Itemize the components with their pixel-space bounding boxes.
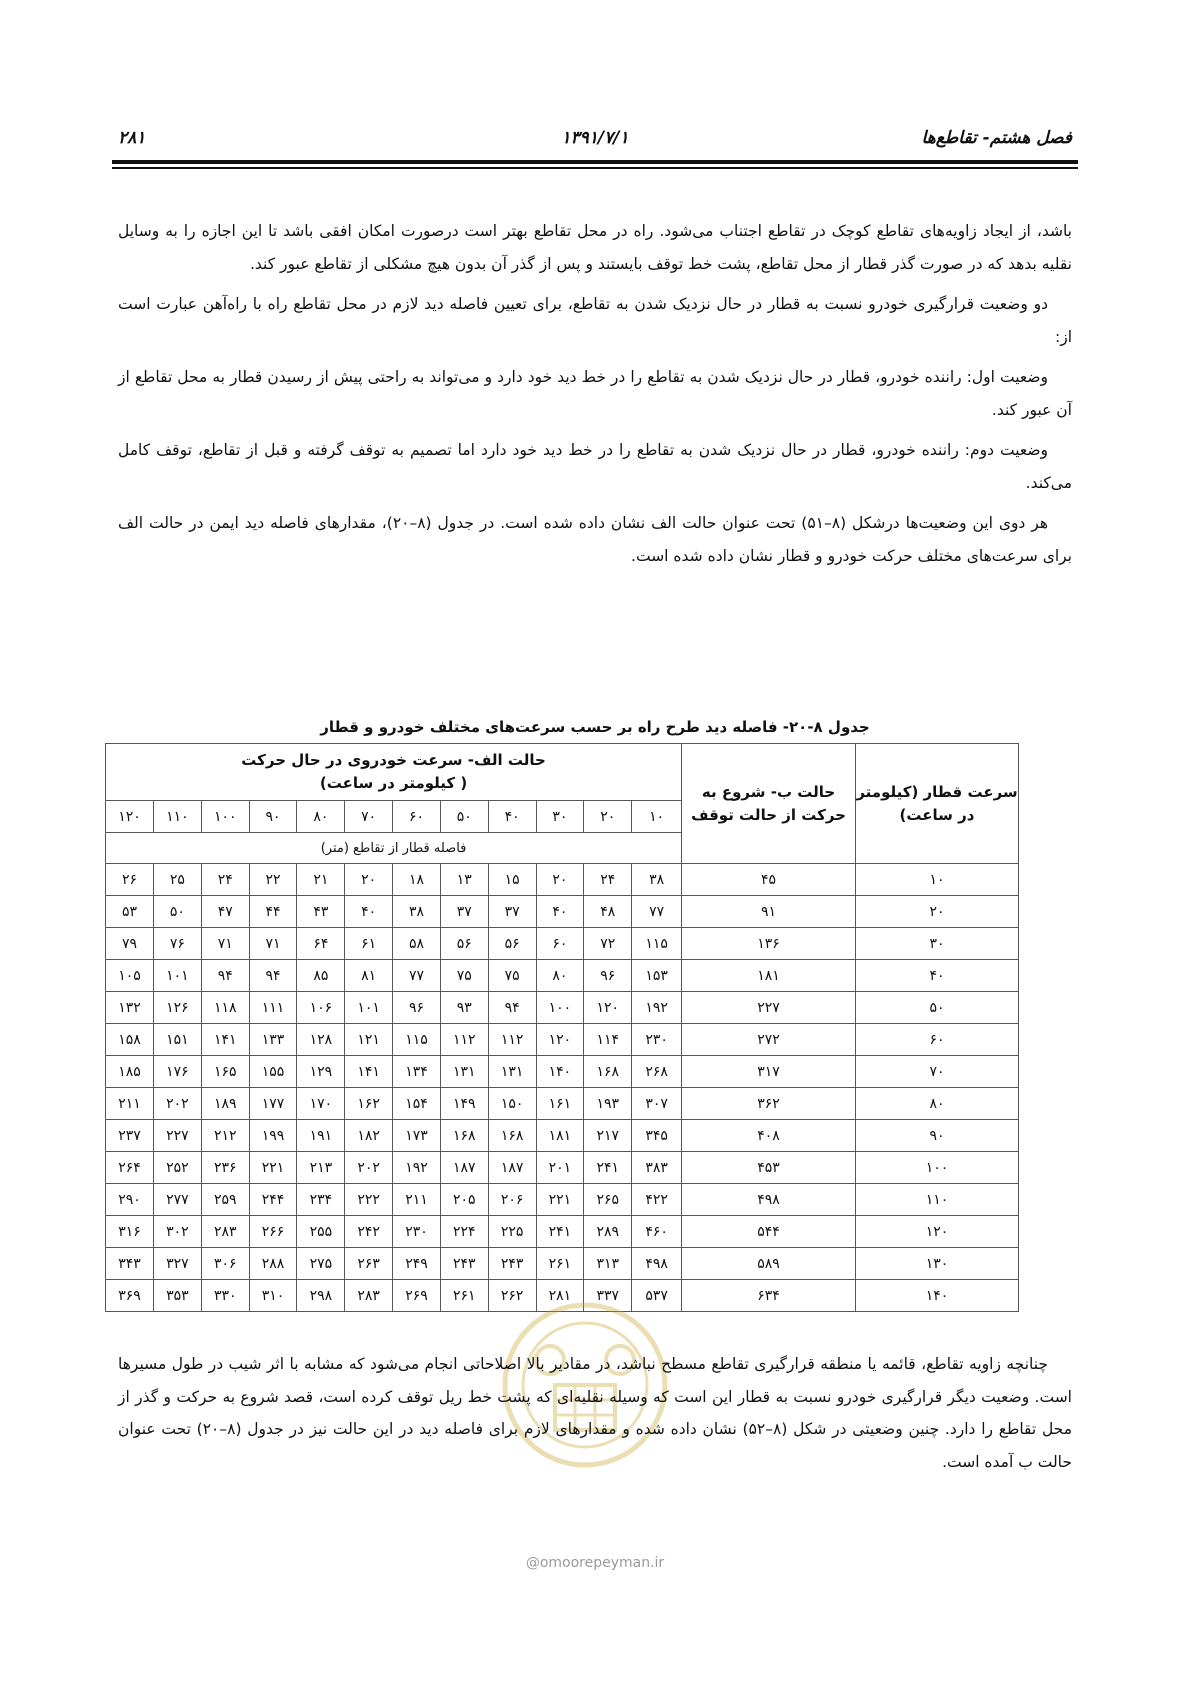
case-a-cell: ۲۱۷ bbox=[584, 1120, 632, 1152]
case-b-cell: ۱۸۱ bbox=[682, 960, 856, 992]
case-a-cell: ۷۷ bbox=[393, 960, 441, 992]
case-a-cell: ۲۳۶ bbox=[201, 1152, 249, 1184]
case-a-cell: ۲۱۲ bbox=[201, 1120, 249, 1152]
train-speed-cell: ۸۰ bbox=[855, 1088, 1018, 1120]
paragraph: چنانچه زاویه تقاطع، قائمه یا منطقه قرارگیری تقاطع مسطح نباشد، در مقادیر بالا اصلاحاتی انجام می‌شود که مشابه با اثر شیب در طول مسیرها است. وضعیت دیگر قرارگیری خودرو نسبت به قطار این است که وسیله نقلیه‌ای که پشت خط ریل توقف کرده است، قصد شروع به حرکت و گذر از محل تقاطع را دارد. چنین وضعیتی در شکل (۸–۵۲) نشان داده شده و مقدارهای لازم برای فاصله دید در این حالت نیز در جدول (۸–۲۰) تحت عنوان حالت ب آمده است. bbox=[118, 1355, 1072, 1471]
case-a-cell: ۱۷۷ bbox=[249, 1088, 297, 1120]
case-a-cell: ۱۱۴ bbox=[584, 1024, 632, 1056]
table-row bbox=[106, 864, 1019, 896]
case-a-cell: ۷۶ bbox=[154, 928, 202, 960]
case-a-cell: ۷۱ bbox=[249, 928, 297, 960]
case-a-cell: ۱۵ bbox=[488, 864, 536, 896]
table-caption: جدول ۸-۲۰- فاصله دید طرح راه بر حسب سرعت‌های مختلف خودرو و قطار bbox=[320, 718, 870, 736]
case-a-cell: ۹۴ bbox=[249, 960, 297, 992]
case-b-cell: ۴۹۸ bbox=[682, 1184, 856, 1216]
vehicle-speed-cell: ۷۰ bbox=[345, 801, 393, 833]
case-b-cell: ۵۴۴ bbox=[682, 1216, 856, 1248]
case-a-cell: ۱۲۰ bbox=[536, 1024, 584, 1056]
case-a-cell: ۲۲۵ bbox=[488, 1216, 536, 1248]
case-a-cell: ۲۹۰ bbox=[106, 1184, 154, 1216]
case-a-cell: ۲۰۵ bbox=[440, 1184, 488, 1216]
vehicle-speed-cell: ۸۰ bbox=[297, 801, 345, 833]
case-a-cell: ۳۳۰ bbox=[201, 1280, 249, 1312]
train-speed-cell: ۱۲۰ bbox=[855, 1216, 1018, 1248]
case-a-cell: ۷۲ bbox=[584, 928, 632, 960]
case-a-cell: ۸۱ bbox=[345, 960, 393, 992]
case-a-cell: ۲۷۷ bbox=[154, 1184, 202, 1216]
case-b-cell: ۴۵ bbox=[682, 864, 856, 896]
case-a-cell: ۴۳ bbox=[297, 896, 345, 928]
case-a-cell: ۱۸۷ bbox=[488, 1152, 536, 1184]
case-a-cell: ۲۵۲ bbox=[154, 1152, 202, 1184]
case-a-cell: ۲۳۰ bbox=[393, 1216, 441, 1248]
case-a-cell: ۲۶۹ bbox=[393, 1280, 441, 1312]
case-a-cell: ۱۰۱ bbox=[345, 992, 393, 1024]
table-row bbox=[106, 960, 1019, 992]
case-a-cell: ۱۱۵ bbox=[632, 928, 682, 960]
case-a-cell: ۱۴۱ bbox=[201, 1024, 249, 1056]
case-b-cell: ۲۷۲ bbox=[682, 1024, 856, 1056]
train-speed-cell: ۱۰۰ bbox=[855, 1152, 1018, 1184]
header-rule-thick bbox=[112, 160, 1078, 164]
case-a-cell: ۲۴ bbox=[201, 864, 249, 896]
case-a-cell: ۵۸ bbox=[393, 928, 441, 960]
case-a-cell: ۶۰ bbox=[536, 928, 584, 960]
table-row bbox=[106, 1088, 1019, 1120]
case-a-cell: ۶۴ bbox=[297, 928, 345, 960]
case-b-cell: ۴۰۸ bbox=[682, 1120, 856, 1152]
case-a-cell: ۲۰ bbox=[536, 864, 584, 896]
case-a-cell: ۴۲۲ bbox=[632, 1184, 682, 1216]
case-a-cell: ۱۶۸ bbox=[440, 1120, 488, 1152]
case-a-cell: ۲۴ bbox=[584, 864, 632, 896]
table-row bbox=[106, 1056, 1019, 1088]
case-a-cell: ۲۶۱ bbox=[536, 1248, 584, 1280]
case-a-cell: ۳۸ bbox=[632, 864, 682, 896]
distance-label: فاصله قطار از تقاطع (متر) bbox=[106, 833, 682, 864]
case-a-cell: ۱۳۱ bbox=[440, 1056, 488, 1088]
sight-distance-table bbox=[105, 743, 1019, 1312]
case-a-cell: ۲۶۴ bbox=[106, 1152, 154, 1184]
case-a-cell: ۱۳۴ bbox=[393, 1056, 441, 1088]
case-b-cell: ۶۳۴ bbox=[682, 1280, 856, 1312]
closing-text bbox=[118, 1348, 1072, 1478]
case-a-cell: ۵۰ bbox=[154, 896, 202, 928]
case-a-cell: ۹۶ bbox=[393, 992, 441, 1024]
case-a-cell: ۱۵۱ bbox=[154, 1024, 202, 1056]
case-a-cell: ۸۵ bbox=[297, 960, 345, 992]
table-row bbox=[106, 1248, 1019, 1280]
case-a-header: حالت الف- سرعت خودروی در حال حرکت ( کیلومتر در ساعت) bbox=[106, 744, 682, 801]
case-a-cell: ۱۵۰ bbox=[488, 1088, 536, 1120]
case-a-cell: ۴۸ bbox=[584, 896, 632, 928]
case-a-cell: ۲۸۳ bbox=[345, 1280, 393, 1312]
case-a-cell: ۲۰۲ bbox=[154, 1088, 202, 1120]
case-a-cell: ۲۲۴ bbox=[440, 1216, 488, 1248]
case-a-cell: ۱۱۸ bbox=[201, 992, 249, 1024]
case-a-cell: ۱۰۱ bbox=[154, 960, 202, 992]
train-speed-cell: ۷۰ bbox=[855, 1056, 1018, 1088]
case-a-cell: ۲۶ bbox=[106, 864, 154, 896]
case-b-cell: ۱۳۶ bbox=[682, 928, 856, 960]
case-a-cell: ۱۹۳ bbox=[584, 1088, 632, 1120]
case-a-cell: ۲۶۶ bbox=[249, 1216, 297, 1248]
case-b-cell: ۵۸۹ bbox=[682, 1248, 856, 1280]
case-a-cell: ۳۸۳ bbox=[632, 1152, 682, 1184]
paragraph: وضعیت دوم: راننده خودرو، قطار در حال نزدیک شدن به تقاطع را در خط دید خود دارد اما تصمیم به توقف گرفته و قبل از تقاطع، توقف کامل می‌کند. bbox=[118, 441, 1072, 492]
case-a-cell: ۲۸۸ bbox=[249, 1248, 297, 1280]
case-a-cell: ۱۶۱ bbox=[536, 1088, 584, 1120]
header-date: ۱۳۹۱/۷/۱ bbox=[561, 128, 629, 148]
vehicle-speed-cell: ۱۰ bbox=[632, 801, 682, 833]
case-a-cell: ۳۱۰ bbox=[249, 1280, 297, 1312]
case-a-cell: ۲۱ bbox=[297, 864, 345, 896]
case-a-cell: ۱۸۲ bbox=[345, 1120, 393, 1152]
case-a-cell: ۲۶۳ bbox=[345, 1248, 393, 1280]
case-a-cell: ۲۴۳ bbox=[440, 1248, 488, 1280]
case-a-cell: ۲۴۹ bbox=[393, 1248, 441, 1280]
case-a-cell: ۲۲ bbox=[249, 864, 297, 896]
case-a-cell: ۱۶۸ bbox=[488, 1120, 536, 1152]
train-speed-cell: ۳۰ bbox=[855, 928, 1018, 960]
vehicle-speed-cell: ۵۰ bbox=[440, 801, 488, 833]
train-speed-cell: ۶۰ bbox=[855, 1024, 1018, 1056]
case-a-cell: ۵۳۷ bbox=[632, 1280, 682, 1312]
case-a-cell: ۲۱۱ bbox=[393, 1184, 441, 1216]
case-a-cell: ۳۰۷ bbox=[632, 1088, 682, 1120]
case-a-cell: ۱۵۳ bbox=[632, 960, 682, 992]
case-a-cell: ۴۶۰ bbox=[632, 1216, 682, 1248]
case-b-cell: ۳۱۷ bbox=[682, 1056, 856, 1088]
train-speed-cell: ۲۰ bbox=[855, 896, 1018, 928]
case-a-cell: ۲۳۴ bbox=[297, 1184, 345, 1216]
case-a-cell: ۱۳۱ bbox=[488, 1056, 536, 1088]
case-a-cell: ۲۶۵ bbox=[584, 1184, 632, 1216]
case-a-cell: ۲۵۹ bbox=[201, 1184, 249, 1216]
case-a-cell: ۲۴۲ bbox=[345, 1216, 393, 1248]
case-a-cell: ۴۰ bbox=[536, 896, 584, 928]
case-a-cell: ۷۵ bbox=[488, 960, 536, 992]
table-row bbox=[106, 896, 1019, 928]
case-a-cell: ۲۴۳ bbox=[488, 1248, 536, 1280]
case-a-cell: ۴۴ bbox=[249, 896, 297, 928]
case-a-cell: ۲۰۱ bbox=[536, 1152, 584, 1184]
train-speed-cell: ۱۴۰ bbox=[855, 1280, 1018, 1312]
page-number: ۲۸۱ bbox=[118, 128, 146, 148]
train-speed-header: سرعت قطار (کیلومتر در ساعت) bbox=[855, 744, 1018, 864]
case-a-cell: ۲۲۱ bbox=[536, 1184, 584, 1216]
case-a-cell: ۱۲۰ bbox=[584, 992, 632, 1024]
case-a-cell: ۳۰۲ bbox=[154, 1216, 202, 1248]
case-a-cell: ۲۸۱ bbox=[536, 1280, 584, 1312]
case-a-cell: ۳۰۶ bbox=[201, 1248, 249, 1280]
case-a-cell: ۲۱۱ bbox=[106, 1088, 154, 1120]
case-a-cell: ۱۲۱ bbox=[345, 1024, 393, 1056]
case-a-cell: ۳۶۹ bbox=[106, 1280, 154, 1312]
vehicle-speed-cell: ۹۰ bbox=[249, 801, 297, 833]
case-a-cell: ۵۶ bbox=[440, 928, 488, 960]
case-a-cell: ۱۴۰ bbox=[536, 1056, 584, 1088]
case-a-cell: ۲۶۱ bbox=[440, 1280, 488, 1312]
table-row bbox=[106, 1024, 1019, 1056]
case-a-cell: ۲۰۲ bbox=[345, 1152, 393, 1184]
case-a-cell: ۱۸۷ bbox=[440, 1152, 488, 1184]
case-a-cell: ۲۵ bbox=[154, 864, 202, 896]
case-a-cell: ۱۲۸ bbox=[297, 1024, 345, 1056]
case-a-cell: ۳۸ bbox=[393, 896, 441, 928]
table-row bbox=[106, 1152, 1019, 1184]
case-a-cell: ۲۸۹ bbox=[584, 1216, 632, 1248]
case-b-cell: ۲۲۷ bbox=[682, 992, 856, 1024]
case-a-cell: ۱۳۲ bbox=[106, 992, 154, 1024]
case-a-cell: ۱۰۵ bbox=[106, 960, 154, 992]
case-a-cell: ۱۴۹ bbox=[440, 1088, 488, 1120]
watermark-url: @omoorepeyman.ir bbox=[525, 1555, 665, 1571]
case-a-cell: ۳۲۷ bbox=[154, 1248, 202, 1280]
case-a-cell: ۹۳ bbox=[440, 992, 488, 1024]
case-a-cell: ۳۱۳ bbox=[584, 1248, 632, 1280]
case-a-cell: ۷۹ bbox=[106, 928, 154, 960]
case-a-cell: ۱۲۶ bbox=[154, 992, 202, 1024]
case-a-cell: ۱۶۲ bbox=[345, 1088, 393, 1120]
case-a-cell: ۵۳ bbox=[106, 896, 154, 928]
case-a-cell: ۹۴ bbox=[201, 960, 249, 992]
case-a-cell: ۹۶ bbox=[584, 960, 632, 992]
body-text bbox=[118, 215, 1072, 580]
case-a-cell: ۱۴۱ bbox=[345, 1056, 393, 1088]
case-a-cell: ۷۵ bbox=[440, 960, 488, 992]
case-a-cell: ۲۴۴ bbox=[249, 1184, 297, 1216]
train-speed-cell: ۱۳۰ bbox=[855, 1248, 1018, 1280]
table-row bbox=[106, 992, 1019, 1024]
case-a-cell: ۲۷۵ bbox=[297, 1248, 345, 1280]
case-a-cell: ۱۷۶ bbox=[154, 1056, 202, 1088]
case-a-cell: ۱۵۸ bbox=[106, 1024, 154, 1056]
case-a-cell: ۴۰ bbox=[345, 896, 393, 928]
case-a-cell: ۱۵۴ bbox=[393, 1088, 441, 1120]
case-a-cell: ۲۶۸ bbox=[632, 1056, 682, 1088]
case-a-cell: ۱۹۲ bbox=[632, 992, 682, 1024]
case-a-cell: ۱۰۰ bbox=[536, 992, 584, 1024]
case-a-cell: ۲۲۲ bbox=[345, 1184, 393, 1216]
table-row bbox=[106, 1184, 1019, 1216]
paragraph: باشد، از ایجاد زاویه‌های تقاطع کوچک در تقاطع اجتناب می‌شود. راه در محل تقاطع بهتر است درصورت امکان افقی باشد تا این اجازه را به وسایل نقلیه بدهد که در صورت گذر قطار از محل تقاطع، پشت خط توقف بایستند و پس از گذر آن بدون هیچ مشکلی از تقاطع عبور کند. bbox=[118, 222, 1072, 273]
case-a-cell: ۳۴۵ bbox=[632, 1120, 682, 1152]
chapter-title: فصل هشتم- تقاطع‌ها bbox=[921, 128, 1072, 148]
case-a-cell: ۲۶۲ bbox=[488, 1280, 536, 1312]
train-speed-cell: ۴۰ bbox=[855, 960, 1018, 992]
case-a-cell: ۱۳۳ bbox=[249, 1024, 297, 1056]
case-a-cell: ۳۴۳ bbox=[106, 1248, 154, 1280]
paragraph: دو وضعیت قرارگیری خودرو نسبت به قطار در حال نزدیک شدن به تقاطع، برای تعیین فاصله دید لازم در محل تقاطع راه با راه‌آهن عبارت است از: bbox=[118, 295, 1072, 346]
case-a-cell: ۱۱۲ bbox=[488, 1024, 536, 1056]
case-a-cell: ۱۹۱ bbox=[297, 1120, 345, 1152]
paragraph: هر دوی این وضعیت‌ها درشکل (۸–۵۱) تحت عنوان حالت الف نشان داده شده است. در جدول (۸–۲۰)، مقدارهای فاصله دید ایمن در حالت الف برای سرعت‌های مختلف حرکت خودرو و قطار نشان داده شده است. bbox=[118, 514, 1072, 565]
case-b-cell: ۴۵۳ bbox=[682, 1152, 856, 1184]
vehicle-speed-cell: ۱۰۰ bbox=[201, 801, 249, 833]
table-row bbox=[106, 928, 1019, 960]
case-a-cell: ۲۴۱ bbox=[584, 1152, 632, 1184]
case-b-cell: ۹۱ bbox=[682, 896, 856, 928]
case-a-cell: ۴۷ bbox=[201, 896, 249, 928]
vehicle-speed-cell: ۲۰ bbox=[584, 801, 632, 833]
vehicle-speed-cell: ۶۰ bbox=[393, 801, 441, 833]
case-a-cell: ۱۷۳ bbox=[393, 1120, 441, 1152]
case-a-cell: ۷۱ bbox=[201, 928, 249, 960]
case-a-cell: ۴۹۸ bbox=[632, 1248, 682, 1280]
page-header bbox=[118, 128, 1072, 154]
case-a-cell: ۶۱ bbox=[345, 928, 393, 960]
case-a-cell: ۱۱۱ bbox=[249, 992, 297, 1024]
case-a-cell: ۱۸ bbox=[393, 864, 441, 896]
case-a-cell: ۳۱۶ bbox=[106, 1216, 154, 1248]
case-a-cell: ۲۴۱ bbox=[536, 1216, 584, 1248]
header-rule-thin bbox=[112, 167, 1078, 169]
case-a-cell: ۳۵۳ bbox=[154, 1280, 202, 1312]
case-a-cell: ۷۷ bbox=[632, 896, 682, 928]
case-a-cell: ۲۲۷ bbox=[154, 1120, 202, 1152]
case-a-cell: ۱۸۹ bbox=[201, 1088, 249, 1120]
train-speed-cell: ۹۰ bbox=[855, 1120, 1018, 1152]
case-a-cell: ۱۱۵ bbox=[393, 1024, 441, 1056]
case-a-cell: ۲۰ bbox=[345, 864, 393, 896]
train-speed-cell: ۵۰ bbox=[855, 992, 1018, 1024]
paragraph: وضعیت اول: راننده خودرو، قطار در حال نزدیک شدن به تقاطع را در خط دید خود دارد و می‌تواند به راحتی پیش از رسیدن قطار به محل تقاطع از آن عبور کند. bbox=[118, 368, 1072, 419]
case-a-cell: ۱۹۹ bbox=[249, 1120, 297, 1152]
train-speed-cell: ۱۰ bbox=[855, 864, 1018, 896]
case-a-cell: ۲۵۵ bbox=[297, 1216, 345, 1248]
table-row bbox=[106, 1216, 1019, 1248]
case-a-cell: ۱۵۵ bbox=[249, 1056, 297, 1088]
case-a-cell: ۱۳ bbox=[440, 864, 488, 896]
case-a-cell: ۲۳۷ bbox=[106, 1120, 154, 1152]
case-a-cell: ۲۰۶ bbox=[488, 1184, 536, 1216]
case-a-cell: ۹۴ bbox=[488, 992, 536, 1024]
case-a-cell: ۲۸۳ bbox=[201, 1216, 249, 1248]
case-a-cell: ۳۳۷ bbox=[584, 1280, 632, 1312]
case-a-cell: ۱۹۲ bbox=[393, 1152, 441, 1184]
case-a-cell: ۱۰۶ bbox=[297, 992, 345, 1024]
case-a-cell: ۱۱۲ bbox=[440, 1024, 488, 1056]
train-speed-cell: ۱۱۰ bbox=[855, 1184, 1018, 1216]
case-a-cell: ۲۳۰ bbox=[632, 1024, 682, 1056]
vehicle-speed-cell: ۳۰ bbox=[536, 801, 584, 833]
table-row bbox=[106, 1120, 1019, 1152]
case-a-cell: ۱۶۵ bbox=[201, 1056, 249, 1088]
case-b-cell: ۳۶۲ bbox=[682, 1088, 856, 1120]
case-a-cell: ۱۷۰ bbox=[297, 1088, 345, 1120]
case-a-cell: ۱۶۸ bbox=[584, 1056, 632, 1088]
case-a-cell: ۲۹۸ bbox=[297, 1280, 345, 1312]
case-b-header: حالت ب- شروع به حرکت از حالت توقف bbox=[682, 744, 856, 864]
vehicle-speed-cell: ۱۲۰ bbox=[106, 801, 154, 833]
case-a-cell: ۲۱۳ bbox=[297, 1152, 345, 1184]
case-a-cell: ۲۲۱ bbox=[249, 1152, 297, 1184]
case-a-cell: ۱۸۱ bbox=[536, 1120, 584, 1152]
vehicle-speed-cell: ۱۱۰ bbox=[154, 801, 202, 833]
case-a-cell: ۱۲۹ bbox=[297, 1056, 345, 1088]
case-a-cell: ۳۷ bbox=[440, 896, 488, 928]
vehicle-speed-cell: ۴۰ bbox=[488, 801, 536, 833]
case-a-cell: ۳۷ bbox=[488, 896, 536, 928]
case-a-cell: ۸۰ bbox=[536, 960, 584, 992]
case-a-cell: ۵۶ bbox=[488, 928, 536, 960]
case-a-cell: ۱۸۵ bbox=[106, 1056, 154, 1088]
